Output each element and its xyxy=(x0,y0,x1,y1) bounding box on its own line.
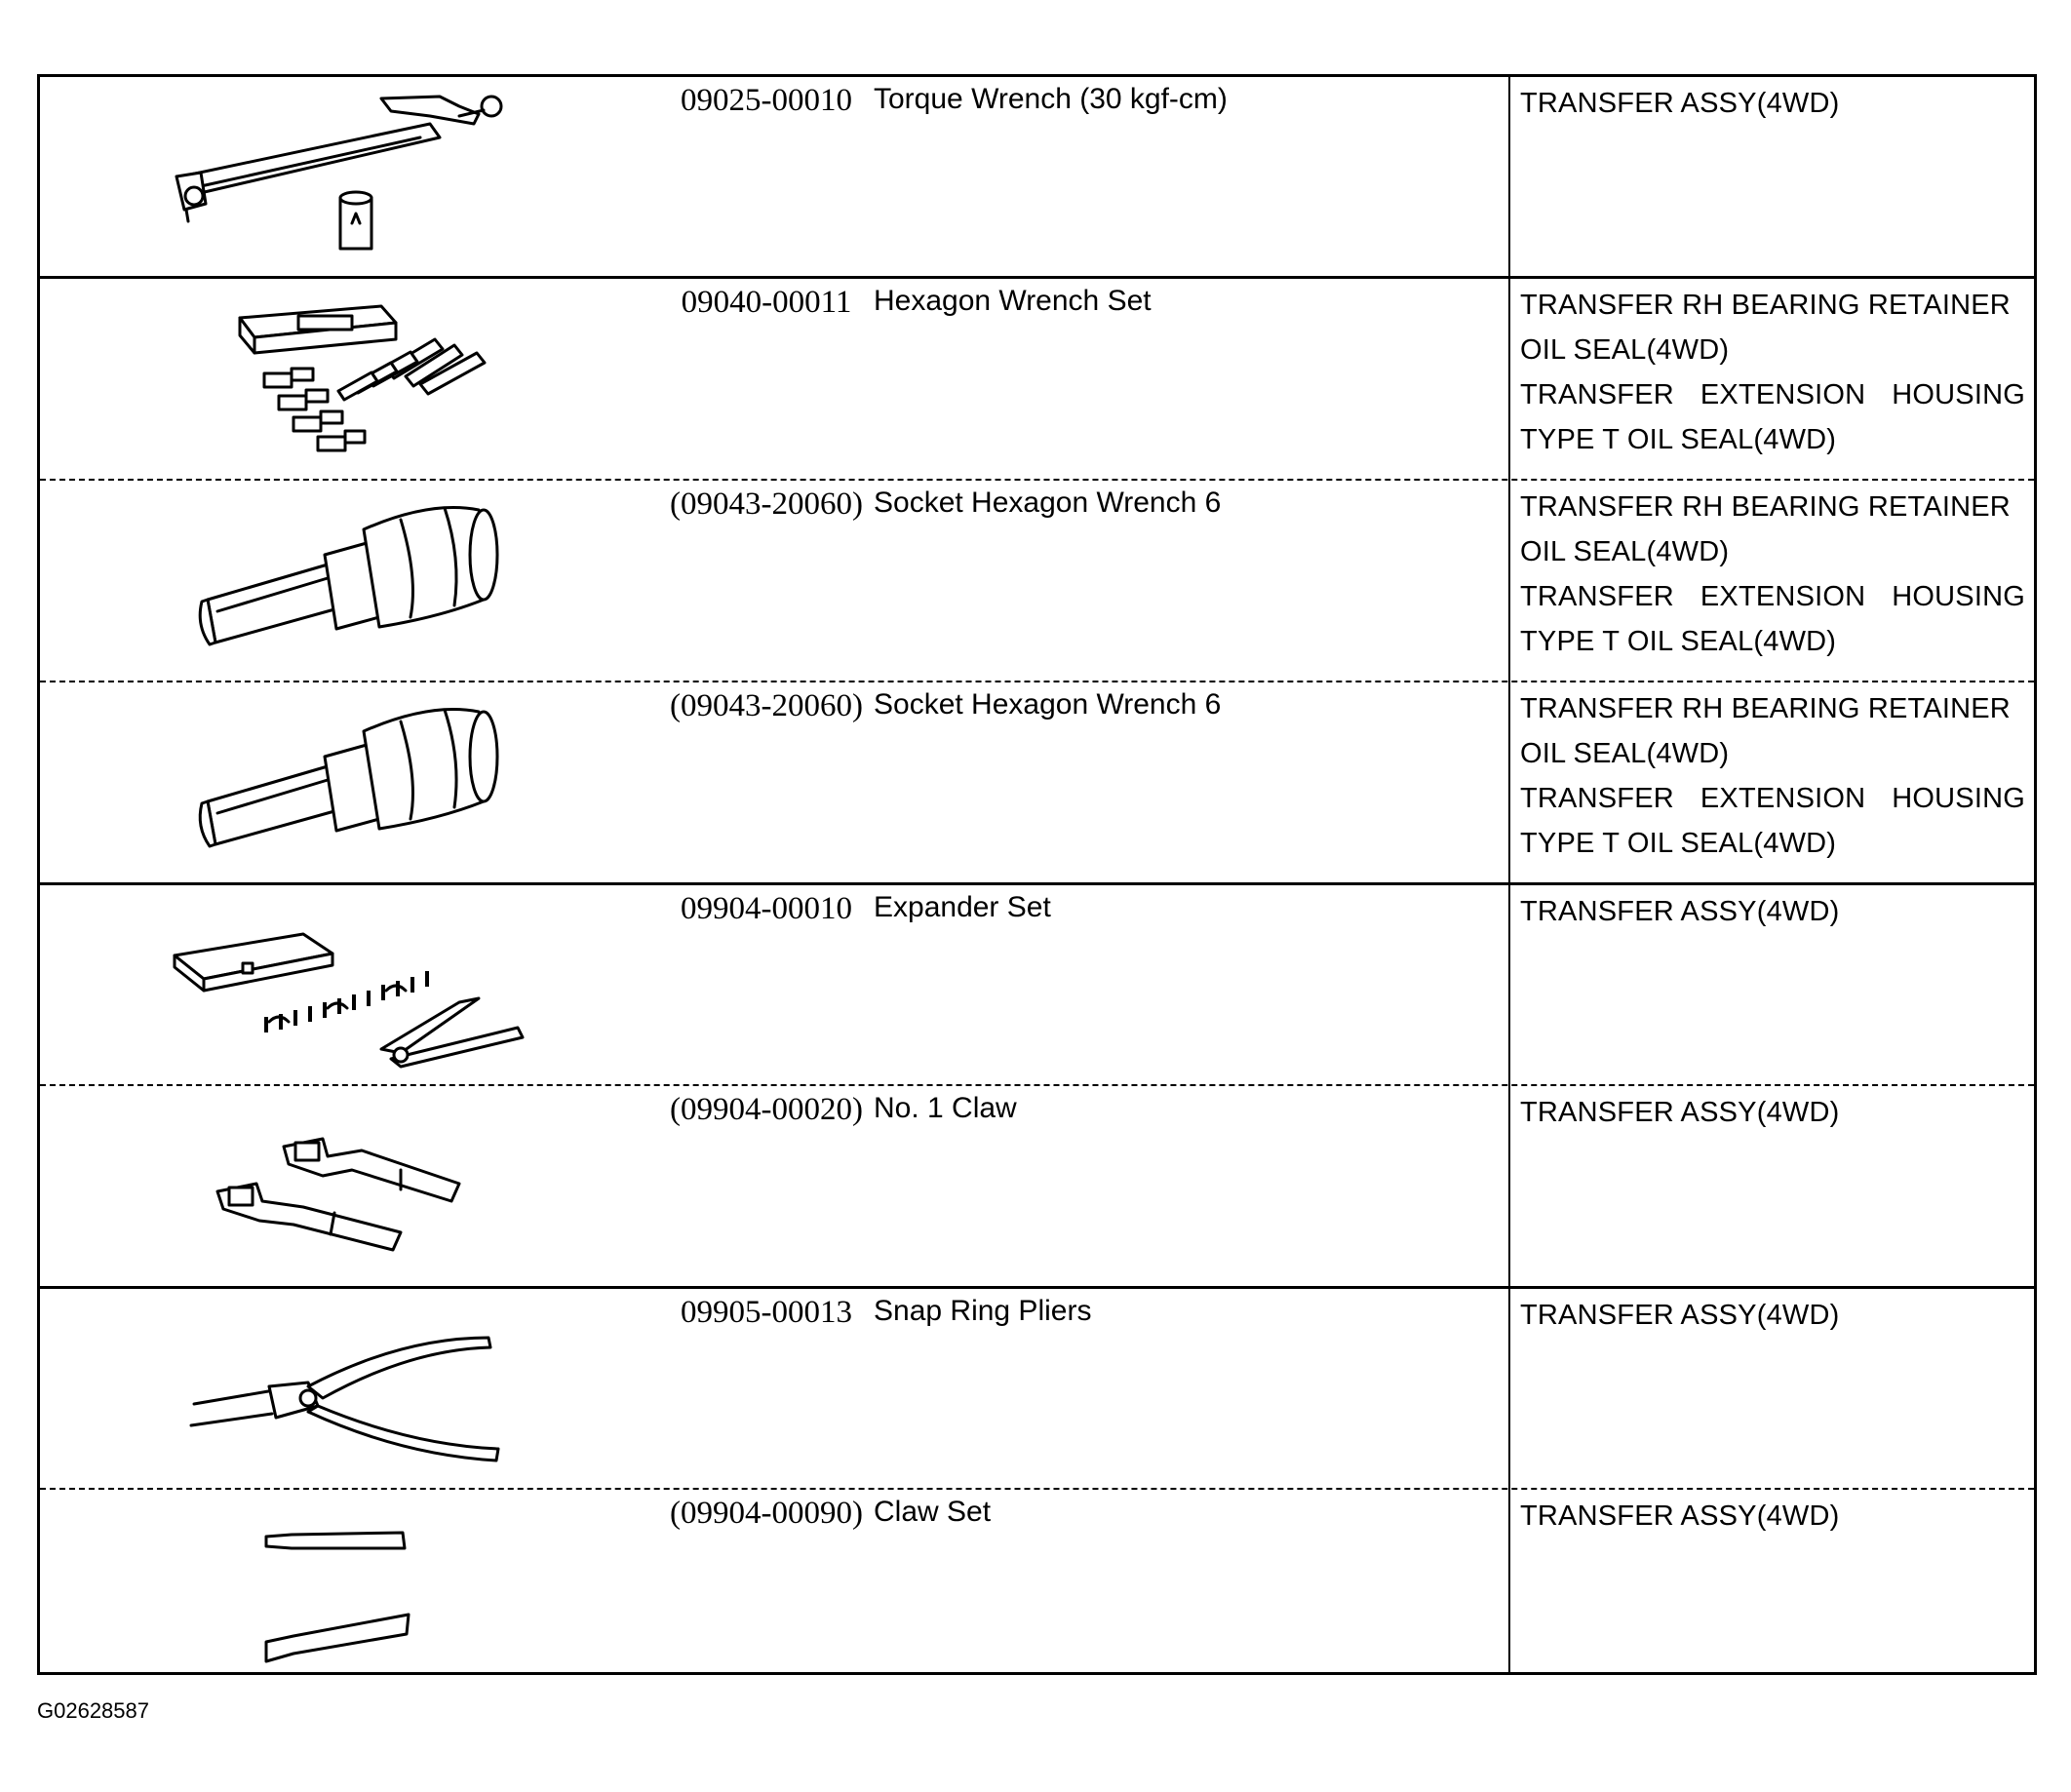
figure-id: G02628587 xyxy=(37,1698,149,1723)
part-number: 09904-00010 xyxy=(681,891,852,926)
usage-line: TYPE T OIL SEAL(4WD) xyxy=(1520,424,1837,455)
usage-line: TRANSFER ASSY(4WD) xyxy=(1520,1300,1840,1331)
table-row xyxy=(40,1488,2034,1692)
claw-icon xyxy=(108,1086,596,1281)
part-number: (09043-20060) xyxy=(670,688,863,723)
usage-line: TRANSFER ASSY(4WD) xyxy=(1520,1500,1840,1532)
usage-line: TYPE T OIL SEAL(4WD) xyxy=(1520,626,1837,657)
usage-line: TRANSFER EXTENSION HOUSING xyxy=(1520,379,2025,410)
usage-line: TRANSFER RH BEARING RETAINER xyxy=(1520,693,2011,724)
table-row xyxy=(40,1084,2034,1288)
torque-wrench-icon xyxy=(108,77,596,272)
usage-description xyxy=(1520,485,2025,664)
part-number: (09043-20060) xyxy=(670,487,863,522)
part-number: (09904-00090) xyxy=(670,1496,863,1531)
usage-description xyxy=(1520,283,2025,462)
tool-name: Claw Set xyxy=(874,1496,992,1528)
usage-description xyxy=(1520,889,2025,934)
claw-set-icon xyxy=(108,1490,596,1685)
table-row xyxy=(40,479,2034,682)
usage-line: TRANSFER ASSY(4WD) xyxy=(1520,1097,1840,1128)
table-row xyxy=(40,276,2034,481)
usage-line: TRANSFER ASSY(4WD) xyxy=(1520,88,1840,119)
usage-line: TRANSFER RH BEARING RETAINER xyxy=(1520,290,2011,321)
snap-ring-pliers-icon xyxy=(108,1289,596,1484)
usage-description xyxy=(1520,1090,2025,1135)
table-row xyxy=(40,882,2034,1087)
hexagon-wrench-set-icon xyxy=(108,279,596,474)
tool-name: Hexagon Wrench Set xyxy=(874,285,1152,317)
usage-line: TRANSFER RH BEARING RETAINER xyxy=(1520,491,2011,523)
usage-description xyxy=(1520,1293,2025,1338)
usage-description xyxy=(1520,1494,2025,1539)
part-number: 09040-00011 xyxy=(681,285,852,320)
usage-line: OIL SEAL(4WD) xyxy=(1520,536,1730,567)
usage-line: OIL SEAL(4WD) xyxy=(1520,334,1730,366)
tool-name: Snap Ring Pliers xyxy=(874,1295,1092,1327)
table-row xyxy=(40,1286,2034,1491)
part-number: (09904-00020) xyxy=(670,1092,863,1127)
part-number: 09905-00013 xyxy=(681,1295,852,1330)
usage-line: OIL SEAL(4WD) xyxy=(1520,738,1730,769)
socket-hexagon-wrench-icon xyxy=(108,682,596,877)
tool-name: Torque Wrench (30 kgf-cm) xyxy=(874,83,1228,115)
tool-name: Expander Set xyxy=(874,891,1051,923)
part-number: 09025-00010 xyxy=(681,83,852,118)
tool-name: Socket Hexagon Wrench 6 xyxy=(874,487,1222,519)
usage-description xyxy=(1520,81,2025,126)
table-row xyxy=(40,681,2034,884)
usage-line: TRANSFER EXTENSION HOUSING xyxy=(1520,581,2025,612)
tool-name: No. 1 Claw xyxy=(874,1092,1017,1124)
socket-hexagon-wrench-icon xyxy=(108,481,596,676)
special-service-tools-table xyxy=(37,74,2037,1675)
usage-line: TRANSFER EXTENSION HOUSING xyxy=(1520,783,2025,814)
expander-set-icon xyxy=(108,885,596,1080)
usage-description xyxy=(1520,686,2025,866)
table-row xyxy=(40,77,2034,279)
tool-name: Socket Hexagon Wrench 6 xyxy=(874,688,1222,721)
usage-line: TRANSFER ASSY(4WD) xyxy=(1520,896,1840,927)
usage-line: TYPE T OIL SEAL(4WD) xyxy=(1520,828,1837,859)
